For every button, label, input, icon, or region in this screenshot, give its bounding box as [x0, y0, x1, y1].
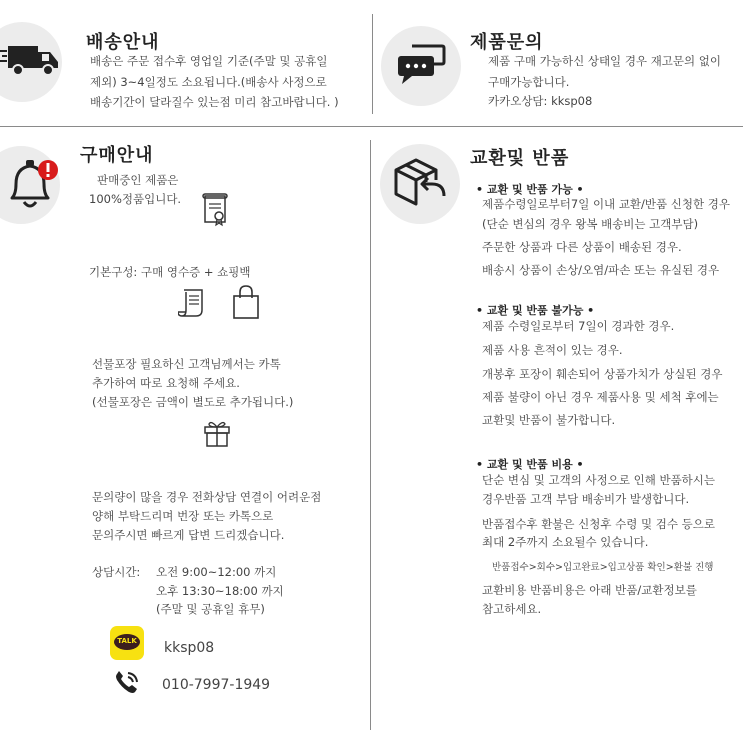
impossible-line: 제품 사용 흔적이 있는 경우.	[482, 343, 623, 357]
certificate-icon	[200, 192, 232, 228]
cost-line: 최대 2주까지 소요될수 있습니다.	[482, 535, 649, 549]
inquiry-title: 제품문의	[470, 32, 544, 53]
horizontal-divider	[0, 126, 743, 127]
exchange-title: 교환및 반품	[470, 148, 570, 169]
impossible-line: 개봉후 포장이 훼손되어 상품가치가 상실된 경우	[482, 367, 723, 381]
phone-number[interactable]: 010-7997-1949	[162, 677, 271, 693]
possible-line: 제품수령일로부터7일 이내 교환/반품 신청한 경우	[482, 197, 730, 211]
impossible-line: 교환및 반품이 불가합니다.	[482, 413, 616, 427]
gift-box-icon	[203, 418, 231, 448]
impossible-line: 제품 수령일로부터 7일이 경과한 경우.	[482, 319, 675, 333]
cost-line: 단순 변심 및 고객의 사정으로 인해 반품하시는	[482, 473, 716, 487]
receipt-icon	[178, 286, 208, 320]
contact-line: 문의량이 많을 경우 전화상담 연결이 어려운점	[92, 490, 322, 504]
cost-note-line: 참고하세요.	[482, 602, 542, 616]
contact-line: 양해 부탁드리며 번장 또는 카톡으로	[92, 509, 274, 523]
impossible-heading: • 교환 및 반품 불가능 •	[476, 304, 595, 317]
refund-process: 반품접수>회수>입고완료>입고상품 확인>환불 진행	[492, 562, 714, 573]
return-box-icon	[388, 152, 452, 216]
cost-heading: • 교환 및 반품 비용 •	[476, 458, 584, 471]
hours-am: 오전 9:00~12:00 까지	[156, 565, 277, 579]
genuine-line: 100%정품입니다.	[89, 192, 182, 206]
truck-icon	[0, 42, 62, 82]
shipping-line: 제외) 3~4일정도 소요됩니다.(배송사 사정으로	[90, 75, 327, 89]
purchase-title: 구매안내	[80, 145, 154, 166]
components-text: 기본구성: 구매 영수증 + 쇼핑백	[89, 265, 251, 279]
bottom-vertical-divider	[370, 140, 371, 730]
cost-line: 반품접수후 환불은 신청후 수령 및 검수 등으로	[482, 517, 716, 531]
kakaotalk-icon[interactable]	[110, 626, 144, 660]
genuine-line: 판매중인 제품은	[97, 173, 179, 187]
gift-line: (선물포장은 금액이 별도로 추가됩니다.)	[92, 395, 294, 409]
shipping-title: 배송안내	[86, 32, 160, 53]
kakao-badge-text: TALK	[117, 637, 137, 645]
chat-bubble-icon	[396, 44, 446, 86]
inquiry-line: 구매가능합니다.	[488, 75, 570, 89]
cost-note-line: 교환비용 반품비용은 아래 반품/교환정보를	[482, 583, 697, 597]
kakao-id[interactable]: kksp08	[164, 640, 215, 656]
bell-alert-icon	[2, 154, 62, 214]
shipping-line: 배송기간이 달라질수 있는점 미리 참고바랍니다. )	[90, 95, 339, 109]
possible-line: 주문한 상품과 다른 상품이 배송된 경우.	[482, 240, 682, 254]
inquiry-line: 제품 구매 가능하신 상태일 경우 재고문의 없이	[488, 54, 722, 68]
possible-line: (단순 변심의 경우 왕복 배송비는 고객부담)	[482, 217, 699, 231]
inquiry-line: 카카오상담: kksp08	[488, 94, 593, 108]
hours-pm: 오후 13:30~18:00 까지	[156, 584, 284, 598]
hours-label: 상담시간:	[92, 565, 141, 579]
hours-note: (주말 및 공휴일 휴무)	[156, 602, 265, 616]
contact-line: 문의주시면 빠르게 답변 드리겠습니다.	[92, 528, 285, 542]
top-vertical-divider	[372, 14, 373, 114]
shopping-bag-icon	[231, 284, 261, 320]
possible-line: 배송시 상품이 손상/오염/파손 또는 유실된 경우	[482, 263, 720, 277]
gift-line: 추가하여 따로 요청해 주세요.	[92, 376, 240, 390]
shipping-line: 배송은 주문 접수후 영업일 기준(주말 및 공휴일	[90, 54, 328, 68]
phone-icon[interactable]	[113, 670, 141, 696]
possible-heading: • 교환 및 반품 가능 •	[476, 183, 584, 196]
cost-line: 경우반품 고객 부담 배송비가 발생합니다.	[482, 492, 690, 506]
gift-line: 선물포장 필요하신 고객님께서는 카톡	[92, 357, 281, 371]
impossible-line: 제품 불량이 아닌 경우 제품사용 및 세척 후에는	[482, 390, 719, 404]
